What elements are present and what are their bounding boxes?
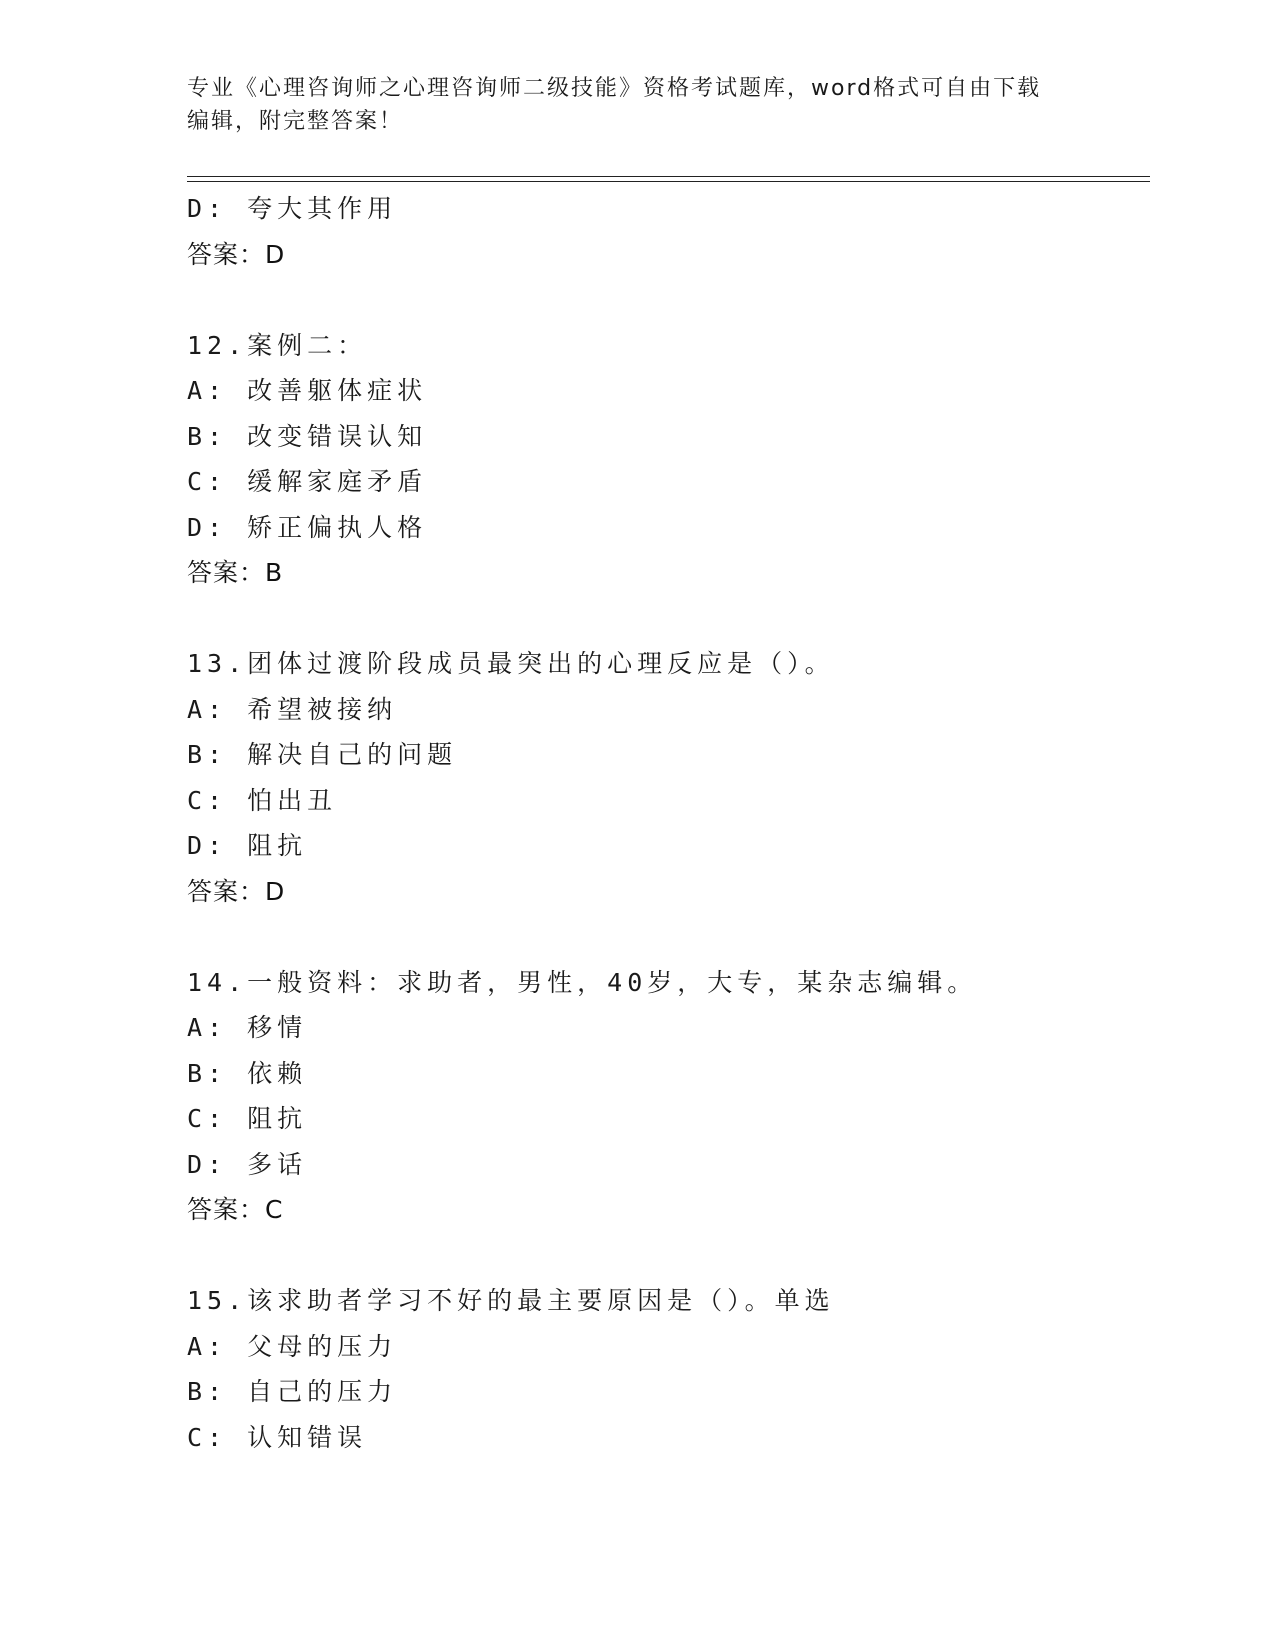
answer-text: 答案：D <box>187 876 286 906</box>
option-text: B: 改变错误认知 <box>187 421 428 451</box>
answer-text: 答案：C <box>187 1195 284 1224</box>
option-text: C: 缓解家庭矛盾 <box>187 467 428 496</box>
question-text: 15.该求助者学习不好的最主要原因是（）。单选 <box>187 1286 835 1315</box>
option-text: A: 移情 <box>187 1013 308 1042</box>
question-text: 13.团体过渡阶段成员最突出的心理反应是（）。 <box>187 649 835 678</box>
option-text: D: 夸大其作用 <box>187 194 398 223</box>
option-text: A: 改善躯体症状 <box>187 376 428 405</box>
question-text: 12.案例二： <box>187 330 368 360</box>
header-divider-top <box>187 176 1150 177</box>
option-text: D: 阻抗 <box>187 831 308 860</box>
spacer <box>187 914 1150 960</box>
answer-text: 答案：D <box>187 239 286 269</box>
option-text: B: 自己的压力 <box>187 1377 398 1406</box>
header-line-2: 编辑，附完整答案！ <box>187 109 404 134</box>
option-text: B: 解决自己的问题 <box>187 740 458 769</box>
spacer <box>187 277 1150 323</box>
option-text: A: 希望被接纳 <box>187 694 398 724</box>
option-text: C: 认知错误 <box>187 1422 368 1452</box>
document-header <box>187 72 1087 138</box>
option-text: C: 怕出丑 <box>187 785 338 815</box>
spacer <box>187 596 1150 642</box>
option-text: A: 父母的压力 <box>187 1331 398 1361</box>
option-text: D: 矫正偏执人格 <box>187 512 428 542</box>
answer-text: 答案：B <box>187 558 284 587</box>
option-text: D: 多话 <box>187 1149 308 1179</box>
question-list <box>187 186 1150 1460</box>
option-text: C: 阻抗 <box>187 1104 308 1133</box>
question-text: 14.一般资料：求助者，男性，40岁，大专，某杂志编辑。 <box>187 967 978 997</box>
header-divider-bottom <box>187 181 1150 182</box>
spacer <box>187 1233 1150 1279</box>
header-line-1: 专业《心理咨询师之心理咨询师二级技能》资格考试题库，word格式可自由下载 <box>187 76 1042 101</box>
option-text: B: 依赖 <box>187 1058 308 1088</box>
